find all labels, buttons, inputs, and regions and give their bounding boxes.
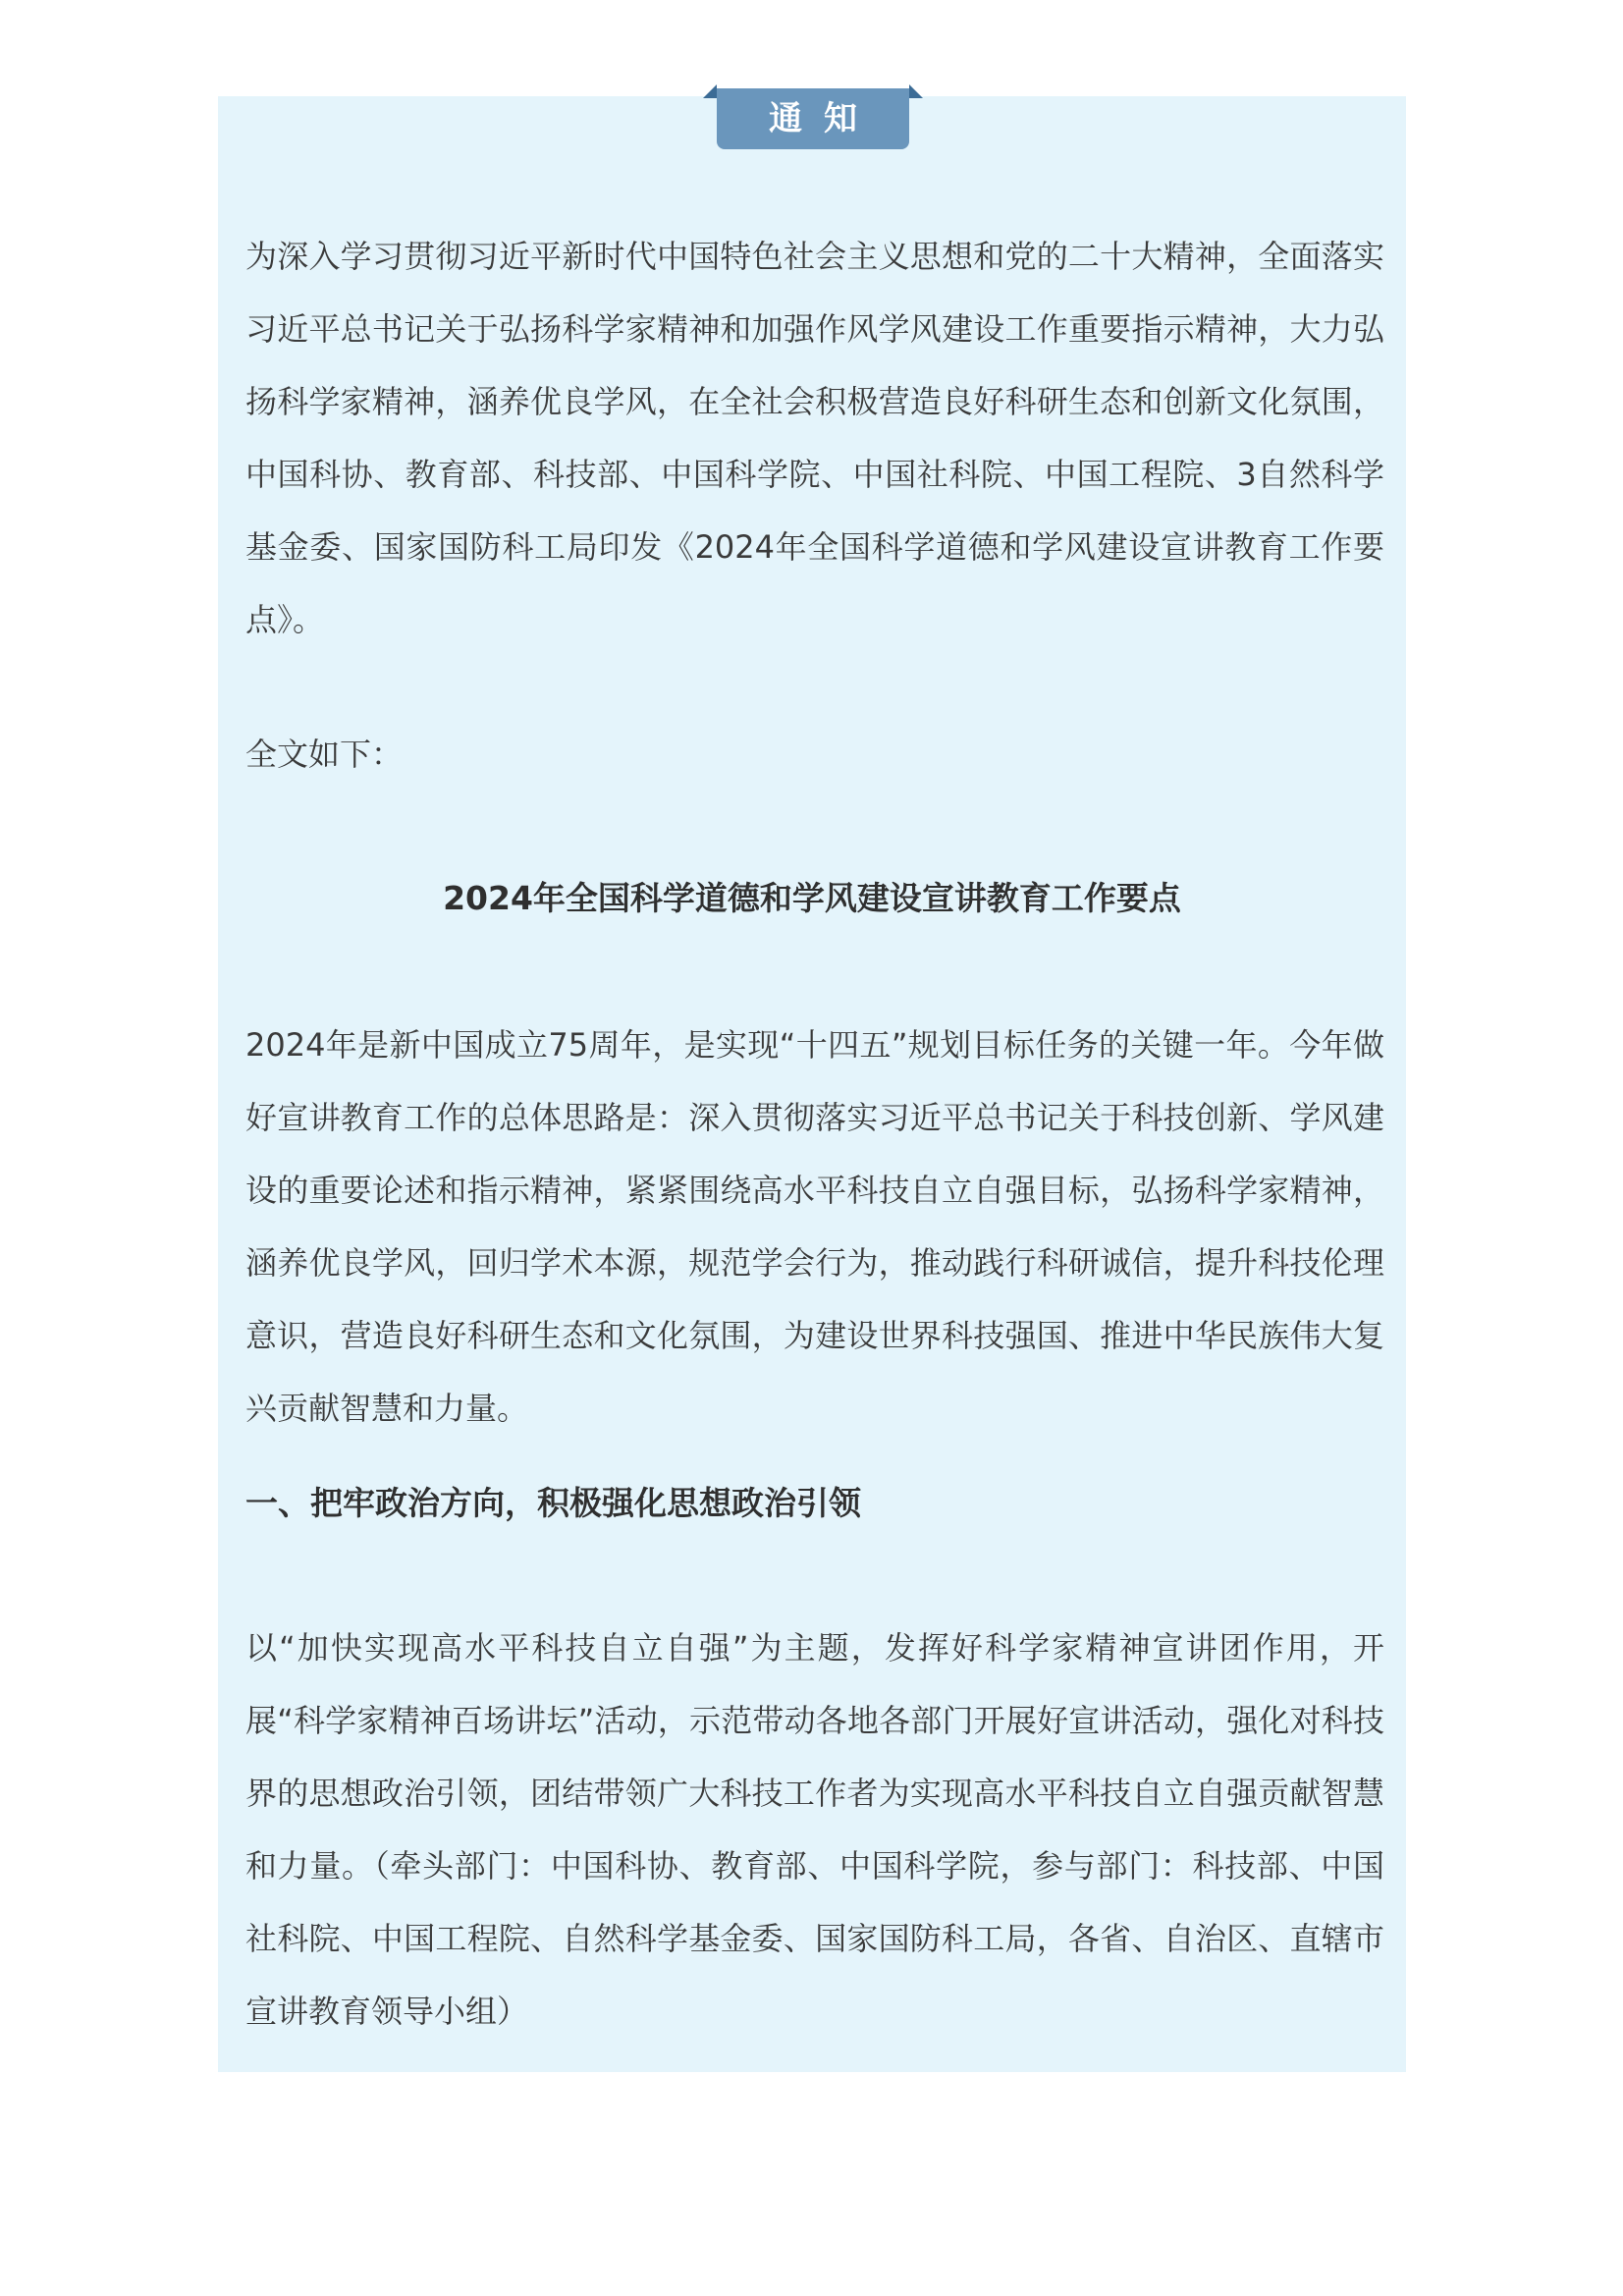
section-1-body: 以“加快实现高水平科技自立自强”为主题，发挥好科学家精神宣讲团作用，开展“科学家精神百场讲坛”活动，示范带动各地各部门开展好宣讲活动，强化对科技界的思想政治引领，团结带领广大科技工作者为实现高水平科技自立自强贡献智慧和力量。（牵头部门：中国科协、教育部、中国科学院，参与部门：科技部、中国社科院、中国工程院、自然科学基金委、国家国防科工局，各省、自治区、直辖市宣讲教育领导小组） [245,1629,1384,2030]
badge-ear-left [703,84,717,98]
fulltext-label: 全文如下： [245,736,404,773]
document-title: 2024年全国科学道德和学风建设宣讲教育工作要点 [443,879,1181,917]
section-1-heading: 一、把牢政治方向，积极强化思想政治引领 [245,1484,861,1522]
notice-badge-label: 通知 [717,88,909,149]
intro-paragraph: 为深入学习贯彻习近平新时代中国特色社会主义思想和党的二十大精神，全面落实习近平总书记关于弘扬科学家精神和加强作风学风建设工作重要指示精神，大力弘扬科学家精神，涵养优良学风，在全社会积极营造良好科研生态和创新文化氛围，中国科协、教育部、科技部、中国科学院、中国社科院、中国工程院、3自然科学基金委、国家国防科工局印发《2024年全国科学道德和学风建设宣讲教育工作要点》。 [245,238,1384,638]
summary-paragraph: 2024年是新中国成立75周年，是实现“十四五”规划目标任务的关键一年。今年做好宣讲教育工作的总体思路是：深入贯彻落实习近平总书记关于科技创新、学风建设的重要论述和指示精神，紧紧围绕高水平科技自立自强目标，弘扬科学家精神，涵养优良学风，回归学术本源，规范学会行为，推动践行科研诚信，提升科技伦理意识，营造良好科研生态和文化氛围，为建设世界科技强国、推进中华民族伟大复兴贡献智慧和力量。 [245,1026,1384,1427]
notice-badge [703,84,923,151]
badge-ear-right [909,84,923,98]
